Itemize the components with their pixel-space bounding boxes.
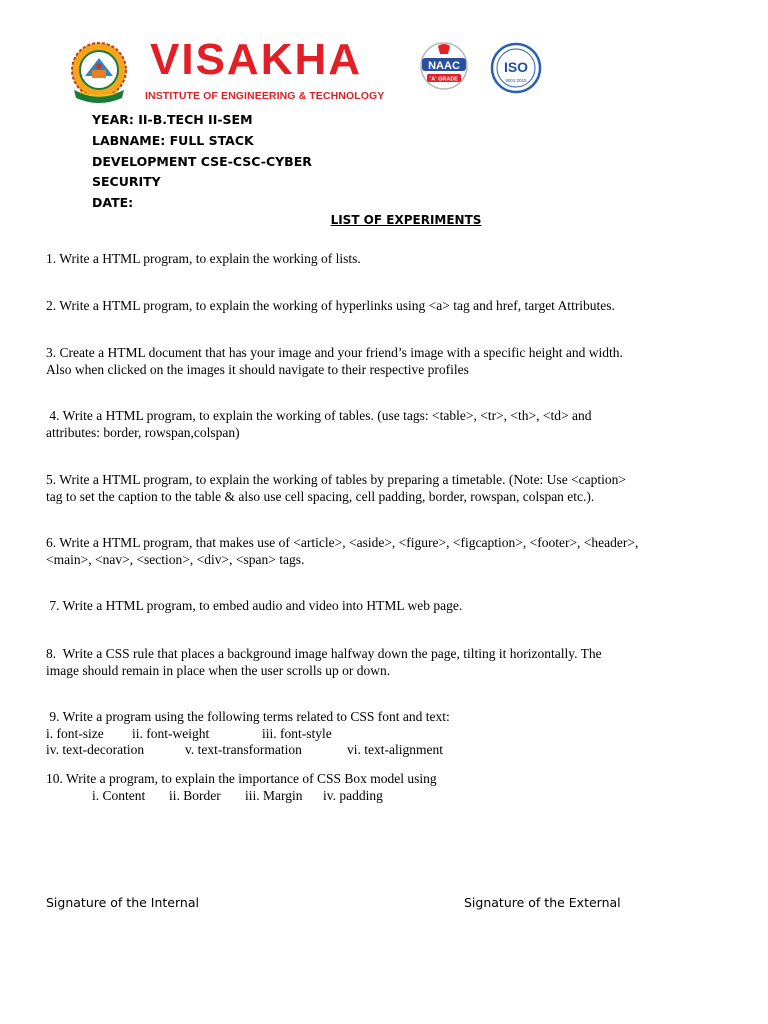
- lab-meta: [92, 110, 312, 214]
- college-subtitle: INSTITUTE OF ENGINEERING & TECHNOLOGY: [145, 90, 385, 102]
- experiment-line: 10. Write a program, to explain the importance of CSS Box model using: [46, 771, 437, 786]
- experiment-9: [46, 709, 726, 759]
- iso-badge-icon: [489, 42, 543, 94]
- experiment-line: 5. Write a HTML program, to explain the working of tables by preparing a timetable. (Note: Use <caption>: [46, 472, 627, 487]
- naac-badge-icon: [418, 42, 470, 90]
- college-name: VISAKHA: [150, 35, 363, 84]
- terms-row: [46, 726, 726, 743]
- year-line: YEAR: II-B.TECH II-SEM: [92, 112, 253, 127]
- college-emblem-icon: [68, 40, 130, 106]
- experiment-1: [46, 251, 726, 268]
- term: i. Content: [92, 787, 146, 803]
- experiment-line: tag to set the caption to the table & also use cell spacing, cell padding, border, rowspan, colspan etc.).: [46, 488, 595, 504]
- signature-external: Signature of the External: [464, 895, 621, 910]
- terms-row: [46, 742, 726, 759]
- experiment-line: 4. Write a HTML program, to explain the working of tables. (use tags: <table>, <tr>, <th>, <td> and: [46, 408, 592, 423]
- naac-grade: 'A' GRADE: [430, 76, 458, 83]
- experiment-10: [46, 771, 726, 804]
- term: iii. font-style: [262, 725, 332, 741]
- term: ii. Border: [169, 787, 221, 803]
- labname-line-3: SECURITY: [92, 174, 161, 190]
- experiment-4: [46, 408, 726, 441]
- experiment-line: 8. Write a CSS rule that places a background image halfway down the page, tilting it horizontally. The: [46, 646, 602, 661]
- experiment-8: [46, 646, 726, 679]
- naac-label: NAAC: [428, 60, 460, 72]
- term: iv. text-decoration: [46, 742, 145, 757]
- term: ii. font-weight: [132, 725, 210, 741]
- experiment-line: 9. Write a program using the following terms related to CSS font and text:: [46, 709, 450, 724]
- experiment-line: 3. Create a HTML document that has your image and your friend’s image with a specific height and width.: [46, 345, 623, 360]
- term: vi. text-alignment: [347, 742, 443, 757]
- signature-internal: Signature of the Internal: [46, 895, 199, 910]
- experiment-7: [46, 598, 726, 615]
- term: v. text-transformation: [185, 742, 302, 757]
- experiment-line: attributes: border, rowspan,colspan): [46, 424, 240, 440]
- terms-row: [46, 788, 726, 805]
- iso-label: ISO: [503, 59, 529, 75]
- date-line: DATE:: [92, 195, 134, 211]
- labname-line-2: DEVELOPMENT CSE-CSC-CYBER: [92, 153, 312, 169]
- experiment-5: [46, 472, 726, 505]
- term: iii. Margin: [245, 787, 303, 803]
- iso-number: 9001:2015: [505, 78, 527, 83]
- experiment-line: image should remain in place when the user scrolls up or down.: [46, 662, 391, 678]
- experiment-line: 7. Write a HTML program, to embed audio and video into HTML web page.: [46, 598, 463, 613]
- experiment-6: [46, 535, 726, 568]
- experiment-3: [46, 345, 726, 378]
- experiment-line: 1. Write a HTML program, to explain the working of lists.: [46, 251, 361, 266]
- experiment-2: [46, 298, 726, 315]
- term: i. font-size: [46, 725, 104, 741]
- list-title: LIST OF EXPERIMENTS: [330, 213, 482, 227]
- labname-line-1: LABNAME: FULL STACK: [92, 132, 254, 148]
- experiment-line: 6. Write a HTML program, that makes use of <article>, <aside>, <figure>, <figcaption>, <footer>, <header>,: [46, 535, 639, 550]
- experiment-line: <main>, <nav>, <section>, <div>, <span> tags.: [46, 551, 305, 567]
- term: iv. padding: [323, 787, 383, 803]
- experiment-line: Also when clicked on the images it should navigate to their respective profiles: [46, 361, 469, 377]
- experiment-line: 2. Write a HTML program, to explain the working of hyperlinks using <a> tag and href, target Attributes.: [46, 298, 615, 313]
